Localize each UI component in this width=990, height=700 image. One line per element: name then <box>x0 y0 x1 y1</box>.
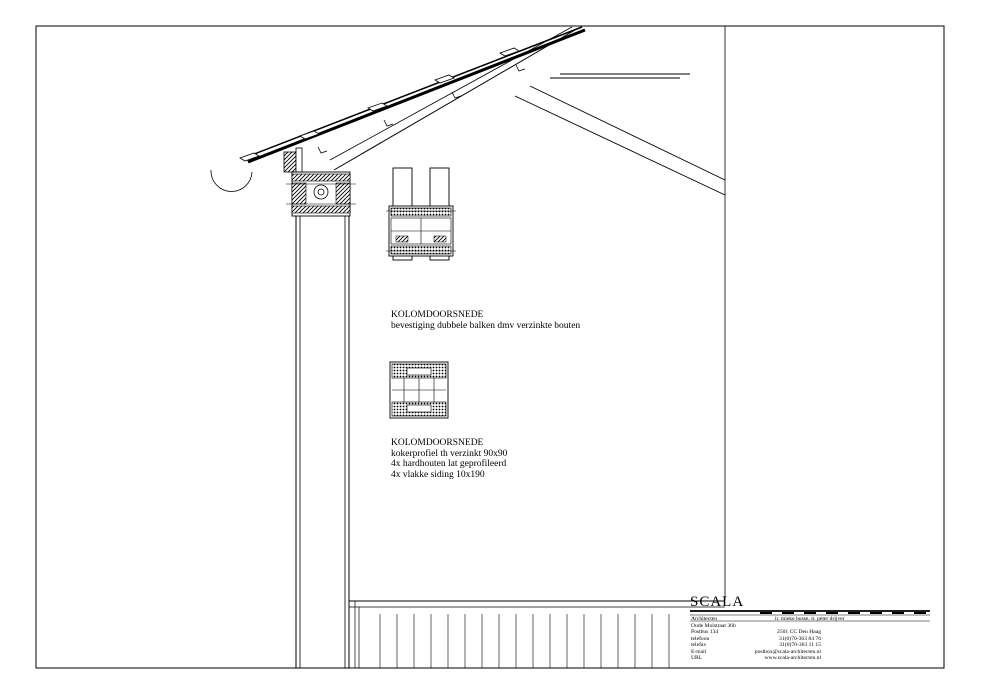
title-block-contact-line: 31(0)70-363 11 15 <box>779 642 821 649</box>
title-block-address-line: E-mail <box>691 648 707 655</box>
roof-structure <box>240 27 585 170</box>
column-section-detail-2 <box>390 362 448 418</box>
title-block-subtitle <box>691 616 717 622</box>
title-block-address-line: URL <box>691 655 703 662</box>
column <box>296 216 349 668</box>
title-block-contact-line: www.scala-architecten.nl <box>764 655 821 662</box>
note-2-line: kokerprofiel th verzinkt 90x90 <box>391 448 508 459</box>
note-2-title: KOLOMDOORSNEDE <box>391 438 484 448</box>
title-block-subtitle-text: Architecten <box>691 616 718 622</box>
title-block-address-left <box>691 623 736 661</box>
title-block-architects-text: ir. mieke bosse, ir. peter drijver <box>775 616 845 622</box>
note-1-line: bevestiging dubbele balken dmv verzinkte bouten <box>391 320 581 331</box>
note-column-section-2 <box>391 438 507 480</box>
siding-wall <box>349 601 725 668</box>
sheet-border <box>36 26 944 668</box>
column-section-detail-1 <box>386 168 456 260</box>
eave-fascia <box>284 148 302 172</box>
title-block-contact-line: 31(0)70-363 84 76 <box>779 635 821 642</box>
title-block-contact-line: 2501 CC Den Haag <box>777 629 821 636</box>
title-block-address-right <box>745 629 821 661</box>
title-block-address-line: Postbus 134 <box>691 629 719 636</box>
note-column-section-1 <box>391 310 580 331</box>
column-head-detail <box>286 172 356 216</box>
title-block-architects <box>775 616 845 622</box>
title-block-brand: SCALA <box>690 594 745 610</box>
note-1-title: KOLOMDOORSNEDE <box>391 310 484 320</box>
note-2-line: 4x vlakke siding 10x190 <box>391 469 485 480</box>
title-block-address-line: Oude Molstraat 36b <box>691 623 736 629</box>
note-2-line: 4x hardhouten lat geprofileerd <box>391 459 507 469</box>
title-block-contact-line: postbox@scala-architecten.nl <box>754 648 821 655</box>
title-block-address-line: telefax <box>691 642 707 649</box>
title-block-address-line: telefoon <box>691 635 710 642</box>
truss-beams <box>515 74 725 195</box>
gutter <box>211 170 252 192</box>
